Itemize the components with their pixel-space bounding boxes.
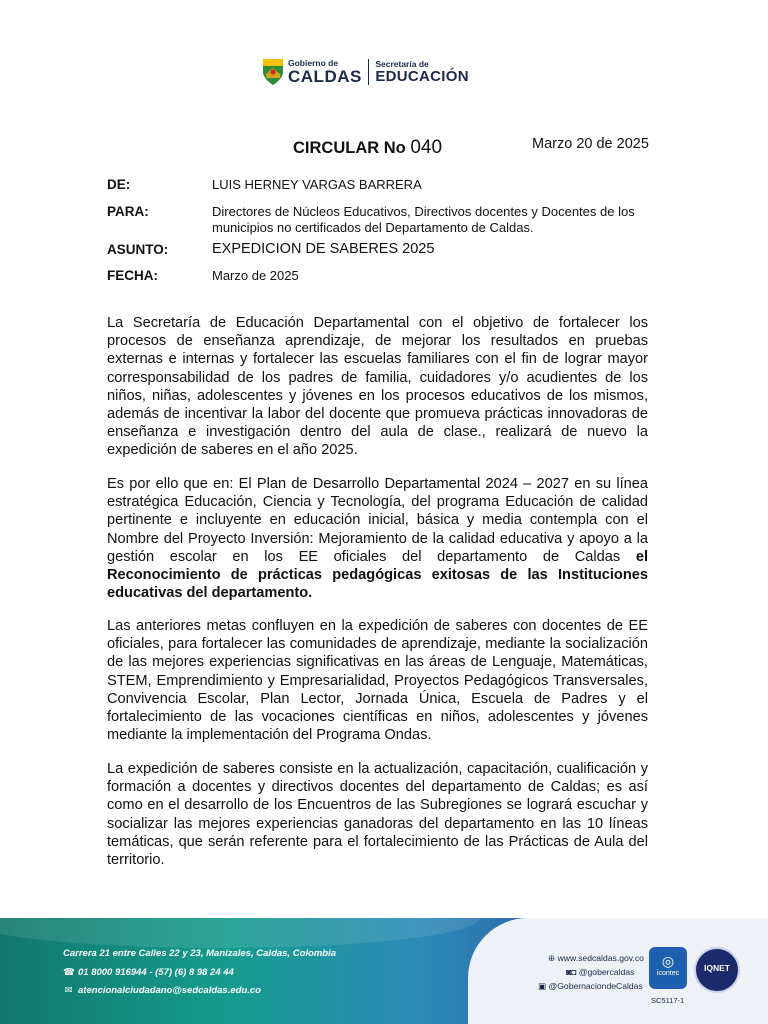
phone-icon: ☎ (63, 967, 75, 978)
footer-address: Carrera 21 entre Calles 22 y 23, Manizales, Caldas, Colombia (63, 948, 336, 959)
paragraph-3: Las anteriores metas confluyen en la expedición de saberes con docentes de EE oficiales, para fortalecer las comunidades de aprendizaje, mediante la socialización de las mejores experiencias significativas en las áreas de Lenguaje, Matemáticas, STEM, Emprendimiento y Empresarialidad, Proyectos Pedagógicos Transversales, Convivencia Escolar, Plan Lector, Jornada Única, Escuela de Padres y el fortalecimiento de las vocaciones científicas en niños, adolescentes y jóvenes mediante la implementación del Programa Ondas. (107, 618, 648, 744)
paragraph-1: La Secretaría de Educación Departamental con el objetivo de fortalecer los procesos de enseñanza aprendizaje, de mejorar los resultados en pruebas externas e internas y fortalecer las escuelas familiares con el fin de lograr mayor corresponsabilidad de los padres de familia, cuidadores y/o acudientes de los niños, niñas, adolescentes y jóvenes en los procesos educativos de los mismos, además de incentivar la labor del docente que promueva prácticas innovadoras de enseñanza e investigación dentro del aula de clase., realizará de nuevo la expedición de saberes en el año 2025. (107, 315, 648, 459)
circular-label: CIRCULAR No (293, 139, 406, 157)
paragraph-2 (107, 475, 648, 602)
header-logo (262, 57, 469, 87)
footer-wave (0, 918, 480, 948)
footer-web-row[interactable] (548, 953, 644, 964)
mail-icon: ✉ (64, 985, 73, 996)
footer-phone-row (63, 967, 234, 978)
para-label: PARA: (107, 204, 149, 219)
icontec-label: icontec (656, 970, 680, 977)
fecha-label: FECHA: (107, 268, 158, 283)
footer-email[interactable]: atencionalciudadano@sedcaldas.edu.co (78, 985, 261, 996)
fecha-value: Marzo de 2025 (212, 268, 299, 283)
iqnet-badge (694, 947, 740, 993)
paragraph-2-text: Es por ello que en: El Plan de Desarrollo Departamental 2024 – 2027 en su línea estratégica Educación, Ciencia y Tecnología, del programa Educación de calidad pertinente e incluyente en educación inicial, básica y media contempla con el Nombre del Proyecto Inversión: Mejoramiento de la calidad educativa y apoyo a la gestión escolar en los EE oficiales del departamento de Caldas (107, 476, 648, 565)
circular-title (293, 137, 442, 159)
de-value: LUIS HERNEY VARGAS BARRERA (212, 177, 422, 192)
footer-web[interactable]: www.sedcaldas.gov.co (557, 953, 644, 963)
globe-icon: ⊕ (548, 953, 556, 963)
footer-social1[interactable]: @gobercaldas (578, 967, 635, 977)
paragraph-2-bold: el Reconocimiento de prácticas pedagógicas exitosas de las Instituciones educativas del departamento. (107, 548, 648, 602)
asunto-value: EXPEDICION DE SABERES 2025 (212, 241, 435, 257)
logo-gobierno-small: Gobierno de (288, 58, 339, 69)
paragraph-4: La expedición de saberes consiste en la actualización, capacitación, cualificación y formación a docentes y directivos docentes del departamento de Caldas; es así como en el desarrollo de los Encuentros de las Subregiones se logrará escuchar y socializar las mejores experiencias ganadoras del departamento en las 10 líneas temáticas, que serán referente para el fortalecimiento de las Prácticas de Aula del territorio. (107, 761, 648, 869)
footer-social2-row[interactable] (538, 981, 643, 992)
logo-divider (368, 59, 370, 85)
iqnet-label: IQNET (704, 963, 730, 973)
footer-social1-row[interactable] (566, 967, 634, 977)
logo-secretaria-big: EDUCACIÓN (375, 67, 469, 85)
circular-number: 040 (410, 137, 443, 158)
footer-code: SC5117-1 (651, 996, 685, 1005)
footer-social2[interactable]: @GobernaciondeCaldas (548, 981, 643, 991)
caldas-shield-icon (262, 58, 284, 86)
facebook-icon: ▣ (538, 981, 547, 991)
asunto-label: ASUNTO: (107, 242, 169, 257)
instagram-twitter-icon: ◙◘ (566, 967, 577, 977)
logo-secretaria-small: Secretaría de (375, 59, 429, 70)
logo-gobierno-big: CALDAS (288, 66, 362, 86)
para-value: Directores de Núcleos Educativos, Directivos docentes y Docentes de los municipios no certificados del Departamento de Caldas. (212, 204, 635, 235)
circular-date: Marzo 20 de 2025 (532, 136, 649, 152)
footer-email-row[interactable] (63, 985, 261, 996)
icontec-icon: ◎ (661, 953, 675, 969)
de-label: DE: (107, 177, 131, 192)
icontec-badge (649, 947, 687, 989)
footer-phone: 01 8000 916944 - (57) (6) 8 98 24 44 (78, 967, 234, 978)
